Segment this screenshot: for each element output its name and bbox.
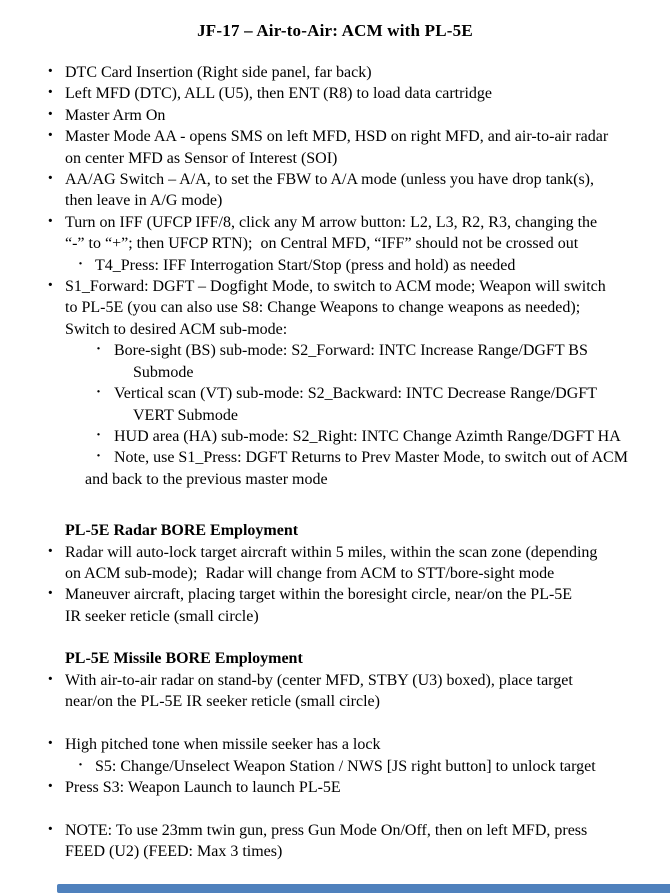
bullet-item bbox=[0, 426, 670, 447]
text-line: Maneuver aircraft, placing target within the boresight circle, near/on the PL-5E bbox=[65, 586, 573, 604]
text-line: Note, use S1_Press: DGFT Returns to Prev Master Mode, to switch out of ACM bbox=[114, 449, 628, 467]
text-line: on ACM sub-mode); Radar will change from ACM to STT/bore-sight mode bbox=[65, 564, 555, 582]
bullet-icon: · bbox=[78, 756, 84, 773]
bullet-item bbox=[0, 756, 670, 777]
document-body bbox=[0, 62, 670, 862]
bullet-item bbox=[0, 667, 670, 713]
bullet-item bbox=[0, 102, 670, 126]
section-heading bbox=[0, 648, 670, 669]
text-line: T4_Press: IFF Interrogation Start/Stop (press and hold) as needed bbox=[95, 256, 516, 274]
text-line: on center MFD as Sensor of Interest (SOI) bbox=[65, 149, 338, 167]
text-line: PL-5E Radar BORE Employment bbox=[65, 522, 299, 540]
bullet-icon: · bbox=[96, 341, 102, 358]
text-line: Master Mode AA - opens SMS on left MFD, HSD on right MFD, and air-to-air radar bbox=[65, 128, 609, 146]
text-line: Bore-sight (BS) sub-mode: S2_Forward: INTC Increase Range/DGFT BS bbox=[114, 342, 588, 360]
text-line: then leave in A/G mode) bbox=[65, 192, 223, 210]
bullet-item bbox=[0, 584, 670, 627]
bullet-icon: · bbox=[47, 732, 54, 755]
bullet-icon: · bbox=[47, 582, 54, 605]
document-title: JF-17 – Air-to-Air: ACM with PL-5E bbox=[197, 21, 473, 40]
text-line: NOTE: To use 23mm twin gun, press Gun Mode On/Off, then on left MFD, press bbox=[65, 821, 588, 839]
bullet-icon: · bbox=[96, 448, 102, 465]
bullet-item bbox=[0, 126, 670, 169]
bullet-item bbox=[0, 83, 670, 104]
bullet-item bbox=[0, 255, 670, 276]
text-line: S1_Forward: DGFT – Dogfight Mode, to switch to ACM mode; Weapon will switch bbox=[65, 278, 606, 296]
bullet-item bbox=[0, 734, 670, 755]
bullet-item bbox=[0, 539, 670, 585]
bottom-bar bbox=[57, 884, 670, 893]
bullet-icon: · bbox=[47, 209, 54, 232]
text-line: FEED (U2) (FEED: Max 3 times) bbox=[65, 843, 283, 860]
bullet-item bbox=[0, 340, 670, 383]
bullet-item bbox=[0, 62, 670, 83]
text-line: IR seeker reticle (small circle) bbox=[65, 607, 259, 625]
text-line: Master Arm On bbox=[65, 106, 166, 124]
text-line: Switch to desired ACM sub-mode: bbox=[65, 320, 288, 338]
text-line: “-” to “+”; then UFCP RTN); on Central MFD, “IFF” should not be crossed out bbox=[65, 235, 579, 253]
text-line: near/on the PL-5E IR seeker reticle (small circle) bbox=[65, 692, 380, 710]
bullet-item bbox=[0, 447, 670, 490]
text-line: to PL-5E (you can also use S8: Change Weapons to change weapons as needed); bbox=[65, 299, 581, 317]
text-line: and back to the previous master mode bbox=[85, 470, 328, 488]
text-line: DTC Card Insertion (Right side panel, far back) bbox=[65, 64, 372, 81]
bullet-item bbox=[0, 817, 670, 863]
text-line: PL-5E Missile BORE Employment bbox=[65, 650, 303, 668]
section-heading bbox=[0, 520, 670, 541]
text-line: VERT Submode bbox=[133, 406, 238, 424]
bullet-icon: · bbox=[47, 817, 54, 840]
text-line: S5: Change/Unselect Weapon Station / NWS [JS right button] to unlock target bbox=[95, 757, 596, 775]
bullet-icon: · bbox=[47, 775, 54, 798]
text-line: Vertical scan (VT) sub-mode: S2_Backward: INTC Decrease Range/DGFT bbox=[114, 385, 597, 403]
bullet-icon: · bbox=[47, 667, 54, 690]
bullet-icon: · bbox=[96, 426, 102, 443]
bullet-icon: · bbox=[96, 384, 102, 401]
text-line: Left MFD (DTC), ALL (U5), then ENT (R8) to load data cartridge bbox=[65, 85, 492, 103]
bullet-item bbox=[0, 169, 670, 212]
bullet-icon: · bbox=[47, 81, 54, 104]
bullet-icon: · bbox=[78, 255, 84, 272]
bullet-icon: · bbox=[47, 102, 54, 125]
text-line: Press S3: Weapon Launch to launch PL-5E bbox=[65, 779, 341, 797]
text-line: High pitched tone when missile seeker has a lock bbox=[65, 736, 381, 754]
bullet-item bbox=[0, 777, 670, 798]
bullet-item bbox=[0, 276, 670, 340]
text-line: AA/AG Switch – A/A, to set the FBW to A/A mode (unless you have drop tank(s), bbox=[65, 171, 594, 189]
bullet-item bbox=[0, 209, 670, 255]
text-line: HUD area (HA) sub-mode: S2_Right: INTC Change Azimth Range/DGFT HA bbox=[114, 427, 621, 445]
text-line: Radar will auto-lock target aircraft within 5 miles, within the scan zone (depending bbox=[65, 543, 598, 561]
bullet-icon: · bbox=[47, 167, 54, 190]
bullet-icon: · bbox=[47, 274, 54, 297]
text-line: Turn on IFF (UFCP IFF/8, click any M arrow button: L2, L3, R2, R3, changing the bbox=[65, 213, 598, 231]
bullet-icon: · bbox=[47, 539, 54, 562]
bullet-icon: · bbox=[47, 60, 54, 82]
text-line: With air-to-air radar on stand-by (center MFD, STBY (U3) boxed), place target bbox=[65, 671, 573, 689]
text-line: Submode bbox=[133, 363, 194, 381]
bullet-icon: · bbox=[47, 124, 54, 147]
bullet-item bbox=[0, 383, 670, 426]
